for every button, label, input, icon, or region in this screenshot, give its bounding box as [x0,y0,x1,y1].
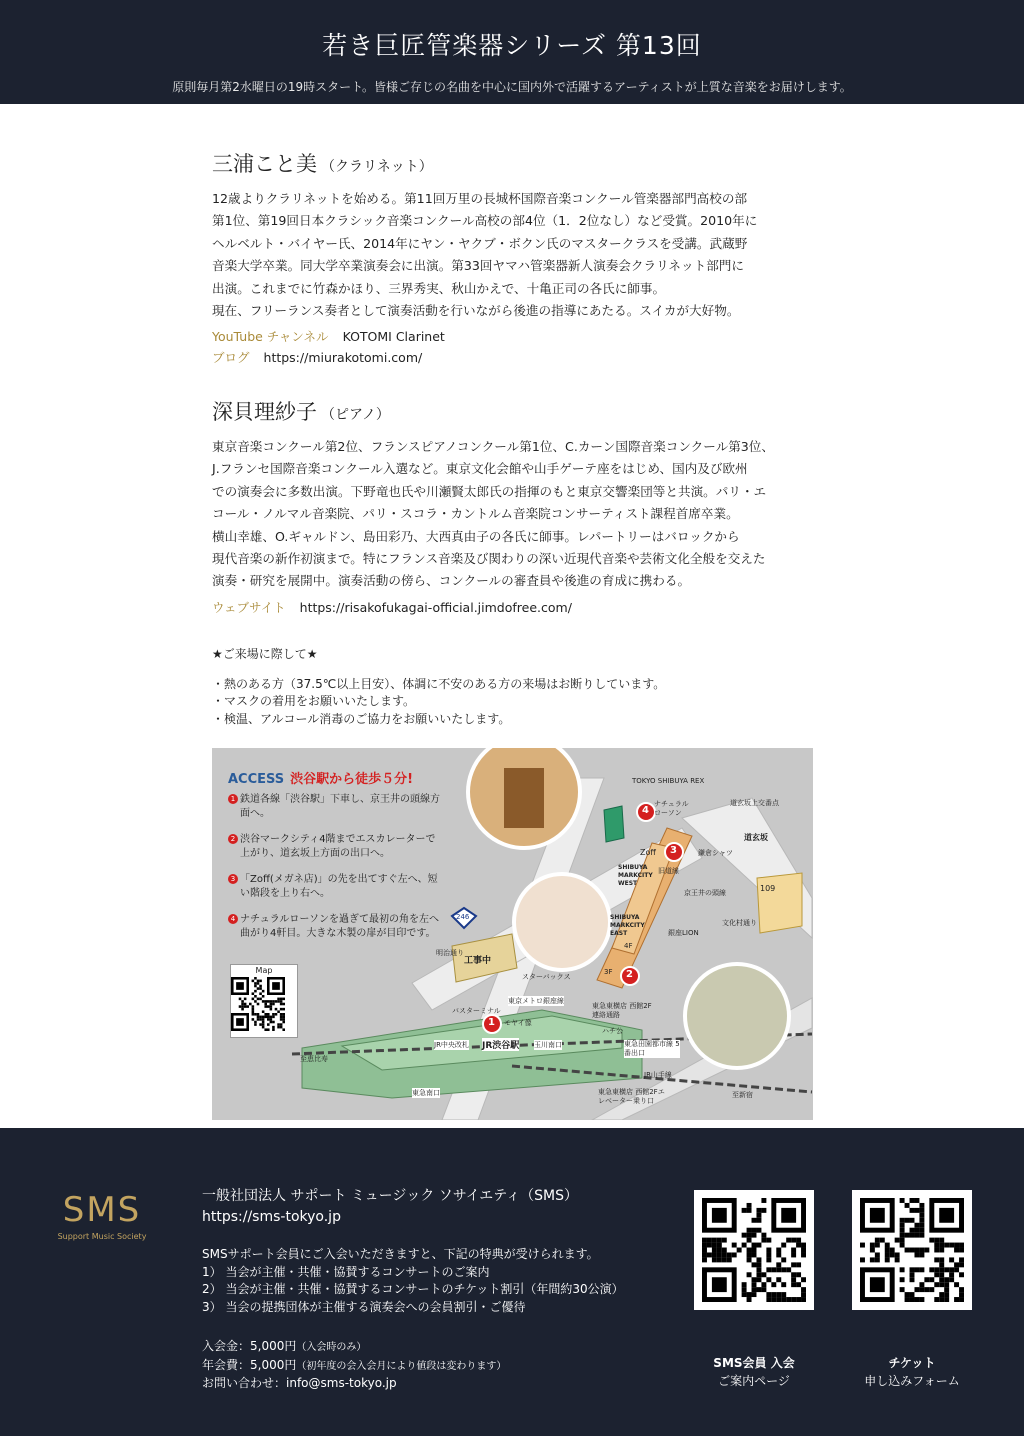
visitor-notice [212,646,816,728]
map-label: SHIBUYA MARKCITY WEST [618,864,653,887]
bio-line: 東京音楽コンクール第2位、フランスピアノコンクール第1位、C.カーン国際音楽コンクール第3位、 [212,439,774,454]
fee-note: （入会時のみ） [296,1342,367,1353]
map-label: 東急東横店 西館2F連絡通路 [592,1002,652,1019]
artist-instrument: （クラリネット） [321,159,433,175]
blog-link-row[interactable] [212,347,816,368]
map-label: 道玄坂 [744,833,768,842]
map-label: 文化村通り [722,919,757,927]
step-number: 1 [228,794,238,804]
org-name: 一般社団法人 サポート ミュージック ソサイエティ（SMS） [202,1188,578,1204]
artist-name: 三浦こと美 [212,152,317,176]
qr-code-graphic [860,1198,964,1302]
map-label: モヤイ像 [504,1019,532,1027]
link-label: ブログ [212,350,250,366]
notice-item: ・マスクの着用をお願いいたします。 [212,694,416,708]
artist-heading [212,148,816,178]
annual-fee: 年会費：5,000円（初年度の会入会月により値段は変わります） [202,1357,507,1372]
membership-qr-code[interactable] [694,1190,814,1310]
youtube-link-row[interactable] [212,326,816,347]
map-label: 銀座LION [668,929,699,937]
header-banner [0,0,1024,104]
page-title: 若き巨匠管楽器シリーズ 第13回 [322,31,702,60]
access-title: ACCESS [228,772,285,787]
step-number: 2 [228,834,238,844]
map-label: 京王井の頭線 [684,889,726,897]
qr-title: チケット [888,1356,936,1370]
map-label: 東急南口 [412,1089,440,1097]
map-label: Zoff [640,848,656,857]
map-label: 109 [760,884,776,893]
youtube-link[interactable]: KOTOMI Clarinet [342,329,445,345]
link-label: YouTube チャンネル [212,329,329,345]
access-subtitle: 渋谷駅から徒歩５分! [290,772,414,787]
bio-line: 音楽大学卒業。同大学卒業演奏会に出演。第33回ヤマハ管楽器新人演奏会クラリネット部門に [212,258,744,274]
map-label: 3F [604,968,613,976]
map-label: ナチュラル ローソン [654,800,689,817]
map-label: 玉川南口 [534,1041,562,1049]
qr-code-graphic [231,977,285,1031]
step-text: 「Zoff(メガネ店)」の先を出てすぐ左へ、短い階段を上り右へ。 [240,874,438,899]
step-text: 渋谷マークシティ4階までエスカレーターで上がり、道玄坂上方面の出口へ。 [240,834,436,859]
map-label: 4F [624,942,633,950]
bio-line: 出演。これまでに竹森かほり、三界秀実、秋山かえで、十亀正司の各氏に師事。 [212,280,666,296]
map-label: 旧道線 [658,867,679,875]
footer [0,1128,1024,1436]
qr-title: SMS会員 入会 [713,1356,795,1370]
benefit-item: 2） 当会が主催・共催・協賛するコンサートのチケット割引（年間約30公演） [202,1282,624,1296]
artist-heading [212,396,816,426]
map-label: 東京メトロ銀座線 [508,997,564,1005]
qr-code-graphic [702,1198,806,1302]
notice-heading: ★ご来場に際して★ [212,647,318,661]
map-label: スターバックス [522,973,571,981]
map-qr-code[interactable] [230,964,298,1038]
artist-bio [212,436,816,593]
membership-fees [202,1338,506,1393]
map-label: JR中央改札 [434,1041,469,1049]
map-label: 至新宿 [732,1091,753,1099]
link-label: ウェブサイト [212,599,286,615]
bio-line: 第1位、第19回日本クラシック音楽コンクール高校の部4位（1．2位なし）など受賞。2010年に [212,213,758,229]
qr-subtitle: 申し込みフォーム [864,1374,960,1388]
benefit-item: 1） 当会が主催・共催・協賛するコンサートのご案内 [202,1264,490,1279]
website-link-row[interactable] [212,597,816,618]
map-label: JR山手線 [644,1071,672,1079]
logo-subtext: Support Music Society [57,1232,147,1241]
website-link[interactable]: https://risakofukagai-official.jimdofree.com/ [299,599,572,615]
qr-subtitle: ご案内ページ [718,1374,790,1388]
access-step [230,793,440,821]
blog-link[interactable]: https://miurakotomi.com/ [263,350,423,366]
member-benefits [202,1246,624,1316]
bio-line: での演奏会に多数出演。下野竜也氏や川瀬賢太郎氏の指揮のもと東京交響楽団等と共演。パリ・エ [212,483,767,499]
ticket-qr-code[interactable] [852,1190,972,1310]
map-label: 至恵比寿 [300,1055,328,1063]
bio-line: J.フランセ国際音楽コンクール入選など。東京文化会館や山手ゲーテ座をはじめ、国内及び欧州 [212,461,748,477]
ticket-qr-label [832,1354,992,1390]
map-marker-3: 3 [670,845,677,856]
map-label: 東急東横店 西館2Fエレベーター乗り口 [598,1088,665,1105]
access-step [230,913,440,941]
notice-item: ・熱のある方（37.5℃以上目安）、体調に不安のある方の来場はお断りしています。 [212,676,666,691]
map-label: SHIBUYA MARKCITY EAST [610,914,645,937]
map-label: 東急田園都市線 5番出口 [624,1040,680,1057]
map-label: ハチ公 [602,1027,623,1035]
bio-line: 演奏・研究を展開中。演奏活動の傍ら、コンクールの審査員や後進の育成に携わる。 [212,573,691,589]
map-label: 鎌倉シャツ [698,849,733,857]
sms-logo [52,1190,152,1241]
bio-line: 12歳よりクラリネットを始める。第11回万里の長城杯国際音楽コンクール管楽器部門高校の部 [212,191,748,206]
artist-profile-fukagai [212,396,816,618]
page-subtitle: 原則毎月第2水曜日の19時スタート。皆様ご存じの名曲を中心に国内外で活躍するアーティストが上質な音楽をお届けします。 [172,80,852,94]
step-number: 4 [228,914,238,924]
access-step [230,873,440,901]
map-marker-1: 1 [488,1017,495,1028]
map-label: 明治通り [436,949,464,957]
org-url[interactable]: https://sms-tokyo.jp [202,1209,341,1225]
org-info [202,1186,578,1228]
bio-line: 現代音楽の新作初演まで。特にフランス音楽及び関わりの深い近現代音楽や芸術文化全般を交えた [212,551,766,567]
fee-note: （初年度の会入会月により値段は変わります） [296,1360,507,1372]
artist-bio [212,188,816,322]
benefit-item: 3） 当会の提携団体が主催する演奏会への会員割引・ご優待 [202,1299,526,1314]
contact-email[interactable]: お問い合わせ：info@sms-tokyo.jp [202,1376,397,1390]
step-text: 鉄道各線「渋谷駅」下車し、京王井の頭線方面へ。 [240,794,440,819]
artist-name: 深貝理紗子 [212,400,317,424]
logo-text: SMS [62,1190,142,1230]
notice-item: ・検温、アルコール消毒のご協力をお願いいたします。 [212,711,511,726]
access-steps [230,793,440,953]
map-label: 246 [456,913,470,921]
access-map [212,748,813,1120]
benefits-intro: SMSサポート会員にご入会いただきますと、下記の特典が受けられます。 [202,1247,599,1261]
bio-line: 横山幸雄、O.ギャルドン、島田彩乃、大西真由子の各氏に師事。レパートリーはバロックから [212,528,740,544]
bio-line: 現在、フリーランス奏者として演奏活動を行いながら後進の指導にあたる。スイカが大好物。 [212,303,740,319]
artist-links [212,597,816,618]
bio-line: ヘルベルト・バイヤー氏、2014年にヤン・ヤクブ・ボクン氏のマスタークラスを受講。武蔵野 [212,235,748,251]
artist-instrument: （ピアノ） [321,407,390,423]
map-marker-2: 2 [626,969,633,980]
artist-profile-miura [212,148,816,368]
map-label: 工事中 [464,956,492,966]
entry-fee: 入会金：5,000円（入会時のみ） [202,1339,367,1353]
map-label: 道玄坂上交番点 [730,799,779,807]
map-label: バスターミナル [452,1007,501,1015]
map-qr-label: Map [255,966,273,975]
map-marker-4: 4 [642,805,649,816]
bio-line: コール・ノルマル音楽院、パリ・スコラ・カントルム音楽院コンサーティスト課程首席卒業。 [212,506,739,522]
map-label: JR渋谷駅 [482,1038,519,1051]
artist-links [212,326,816,368]
step-number: 3 [228,874,238,884]
membership-qr-label [674,1354,834,1390]
access-heading [228,768,413,787]
step-text: ナチュラルローソンを過ぎて最初の角を左へ曲がり4軒目。大きな木製の扉が目印です。 [240,914,439,939]
access-step [230,833,440,861]
map-label: TOKYO SHIBUYA REX [632,777,705,785]
